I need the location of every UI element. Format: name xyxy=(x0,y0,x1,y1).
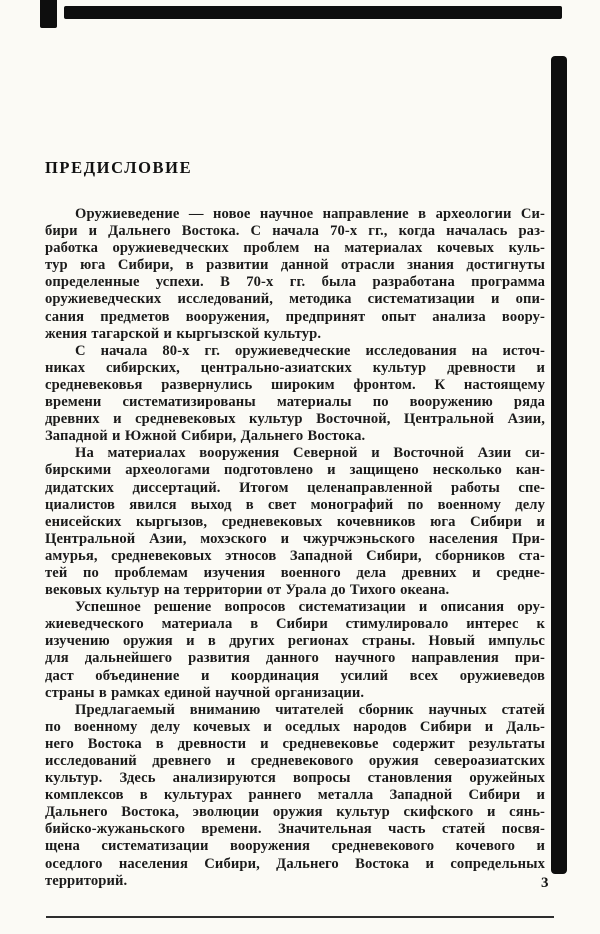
text-line: культур. Здесь анализируются вопросы становления оружейных xyxy=(45,770,545,787)
text-block xyxy=(45,206,545,890)
text-line: никах сибирских, центрально-азиатских культур древности и xyxy=(45,359,545,376)
text-line: Западной и Южной Сибири, Дальнего Востока. xyxy=(45,428,366,445)
text-line: циалистов явился выход в свет монографий по военному делу xyxy=(45,496,545,513)
scan-artifact-right-bar xyxy=(551,56,567,874)
paragraph xyxy=(45,206,545,343)
text-line: средневековья развернулись широким фронтом. К настоящему xyxy=(45,376,545,393)
text-line: него Востока в древности и средневековье содержит результаты xyxy=(45,735,545,752)
page-number: 3 xyxy=(541,875,549,891)
text-line: Предлагаемый вниманию читателей сборник научных статей xyxy=(75,701,545,718)
text-line: страны в рамках единой научной организации. xyxy=(45,684,365,701)
text-line: жиеведческого материала в Сибири стимулировало интерес к xyxy=(45,616,545,633)
scan-artifact-bottom-line xyxy=(46,916,554,918)
scan-artifact-top-left xyxy=(40,0,57,28)
text-line: Оружиеведение — новое научное направление в археологии Си- xyxy=(75,206,545,222)
text-line: для дальнейшего развития данного научного направления при- xyxy=(45,650,545,667)
text-line: бирскими археологами подготовлено и защищено несколько кан- xyxy=(45,462,545,479)
text-line: даст объединение и координация усилий всех оружиеведов xyxy=(45,667,545,684)
text-line: сания предметов вооружения, предпринят опыт анализа воору- xyxy=(45,308,545,325)
text-line: бийско-жужаньского времени. Значительная часть статей посвя- xyxy=(45,821,545,838)
text-line: тур юга Сибири, в развитии данной отрасли знания достигнуты xyxy=(45,257,545,274)
text-line: оседлого населения Сибири, Дальнего Востока и сопредельных xyxy=(45,855,545,872)
text-line: Дальнего Востока, эволюции оружия культур скифского и сянь- xyxy=(45,804,545,821)
text-line: тей по проблемам изучения военного дела древних и средне- xyxy=(45,564,545,581)
paragraph xyxy=(45,343,545,446)
text-line: жения тагарской и кыргызской культур. xyxy=(45,325,322,342)
text-line: Центральной Азии, мохэского и чжурчжэньского населения При- xyxy=(45,530,545,547)
text-line: времени систематизированы материалы по вооружению ряда xyxy=(45,394,545,411)
chapter-heading: ПРЕДИСЛОВИЕ xyxy=(45,158,193,177)
text-line: Успешное решение вопросов систематизации и описания ору- xyxy=(75,599,545,616)
text-line: На материалах вооружения Северной и Восточной Азии си- xyxy=(75,445,545,462)
text-line: определенные успехи. В 70-х гг. была разработана программа xyxy=(45,274,545,291)
paragraph xyxy=(45,445,545,599)
text-line: комплексов в культурах раннего металла Западной Сибири и xyxy=(45,787,545,804)
text-line: работка оружиеведческих проблем на материалах кочевых куль- xyxy=(45,240,545,257)
text-line: исследований древнего и средневекового оружия североазиатских xyxy=(45,753,545,769)
text-line: территорий. xyxy=(45,872,128,889)
paragraph xyxy=(45,599,545,702)
text-line: изучению оружия и в других регионах страны. Новый импульс xyxy=(45,633,545,650)
text-line: амурья, средневековых этносов Западной Сибири, сборников ста- xyxy=(45,547,545,564)
scan-artifact-top-bar xyxy=(64,6,562,19)
text-line: дидатских диссертаций. Итогом целенаправленной работы спе- xyxy=(45,479,545,496)
text-line: щена систематизации вооружения средневекового кочевого и xyxy=(45,838,545,855)
text-line: вековых культур на территории от Урала до Тихого океана. xyxy=(45,582,450,599)
paragraph xyxy=(45,702,545,890)
text-line: С начала 80-х гг. оружиеведческие исследования на источ- xyxy=(75,342,545,359)
text-line: енисейских кыргызов, средневековых кочевников юга Сибири и xyxy=(45,513,545,530)
text-line: оружиеведческих исследований, методика систематизации и опи- xyxy=(45,291,545,308)
text-line: бири и Дальнего Востока. С начала 70-х гг., когда началась раз- xyxy=(45,223,545,240)
text-line: древних и средневековых культур Восточной, Центральной Азии, xyxy=(45,411,545,428)
text-line: по военному делу кочевых и оседлых народов Сибири и Даль- xyxy=(45,718,545,735)
